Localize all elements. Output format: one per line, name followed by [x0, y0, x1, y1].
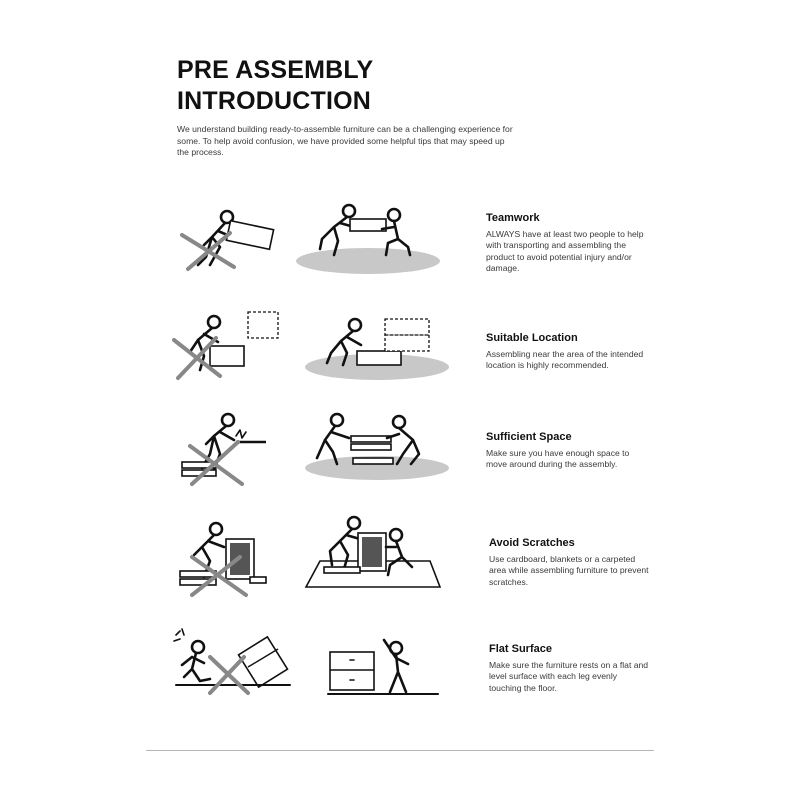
tip-text: Assembling near the area of the intended location is highly recommended.: [486, 349, 644, 371]
intro-paragraph: We understand building ready-to-assemble furniture can be a challenging experience for some. To help avoid confusion, we have provided some helpful tips that may speed up the process.: [177, 124, 513, 158]
footer-divider: [146, 750, 654, 751]
flat-wrong-illustration: [170, 627, 295, 697]
location-right-illustration: [305, 315, 455, 385]
location-wrong-illustration: [170, 308, 285, 383]
tip-title: Avoid Scratches: [489, 537, 575, 549]
tip-avoid-scratches: [489, 537, 649, 588]
scratches-right-illustration: [302, 515, 444, 590]
space-right-illustration: [303, 410, 451, 485]
title-line-1: PRE ASSEMBLY: [177, 56, 374, 84]
tip-text: Make sure you have enough space to move around during the assembly.: [486, 448, 630, 470]
tip-title: Suitable Location: [486, 332, 578, 344]
tip-flat-surface: [489, 643, 649, 694]
tip-title: Teamwork: [486, 212, 540, 224]
teamwork-right-illustration: [294, 203, 444, 275]
tip-suitable-location: [486, 332, 646, 372]
tip-text: Make sure the furniture rests on a flat and level surface with each leg evenly touching the floor.: [489, 660, 649, 693]
tip-text: Use cardboard, blankets or a carpeted area while assembling furniture to prevent scratches.: [489, 554, 649, 587]
tip-title: Flat Surface: [489, 643, 552, 655]
tip-teamwork: [486, 212, 646, 275]
teamwork-wrong-illustration: [170, 205, 280, 275]
space-wrong-illustration: [180, 410, 275, 485]
title-line-2: INTRODUCTION: [177, 87, 372, 115]
tip-text: ALWAYS have at least two people to help with transporting and assembling the product to avoid potential injury and/or damage.: [486, 229, 644, 274]
tip-title: Sufficient Space: [486, 431, 572, 443]
page-title: [177, 55, 373, 117]
flat-right-illustration: [326, 630, 441, 698]
scratches-wrong-illustration: [178, 515, 273, 600]
tip-sufficient-space: [486, 431, 646, 471]
